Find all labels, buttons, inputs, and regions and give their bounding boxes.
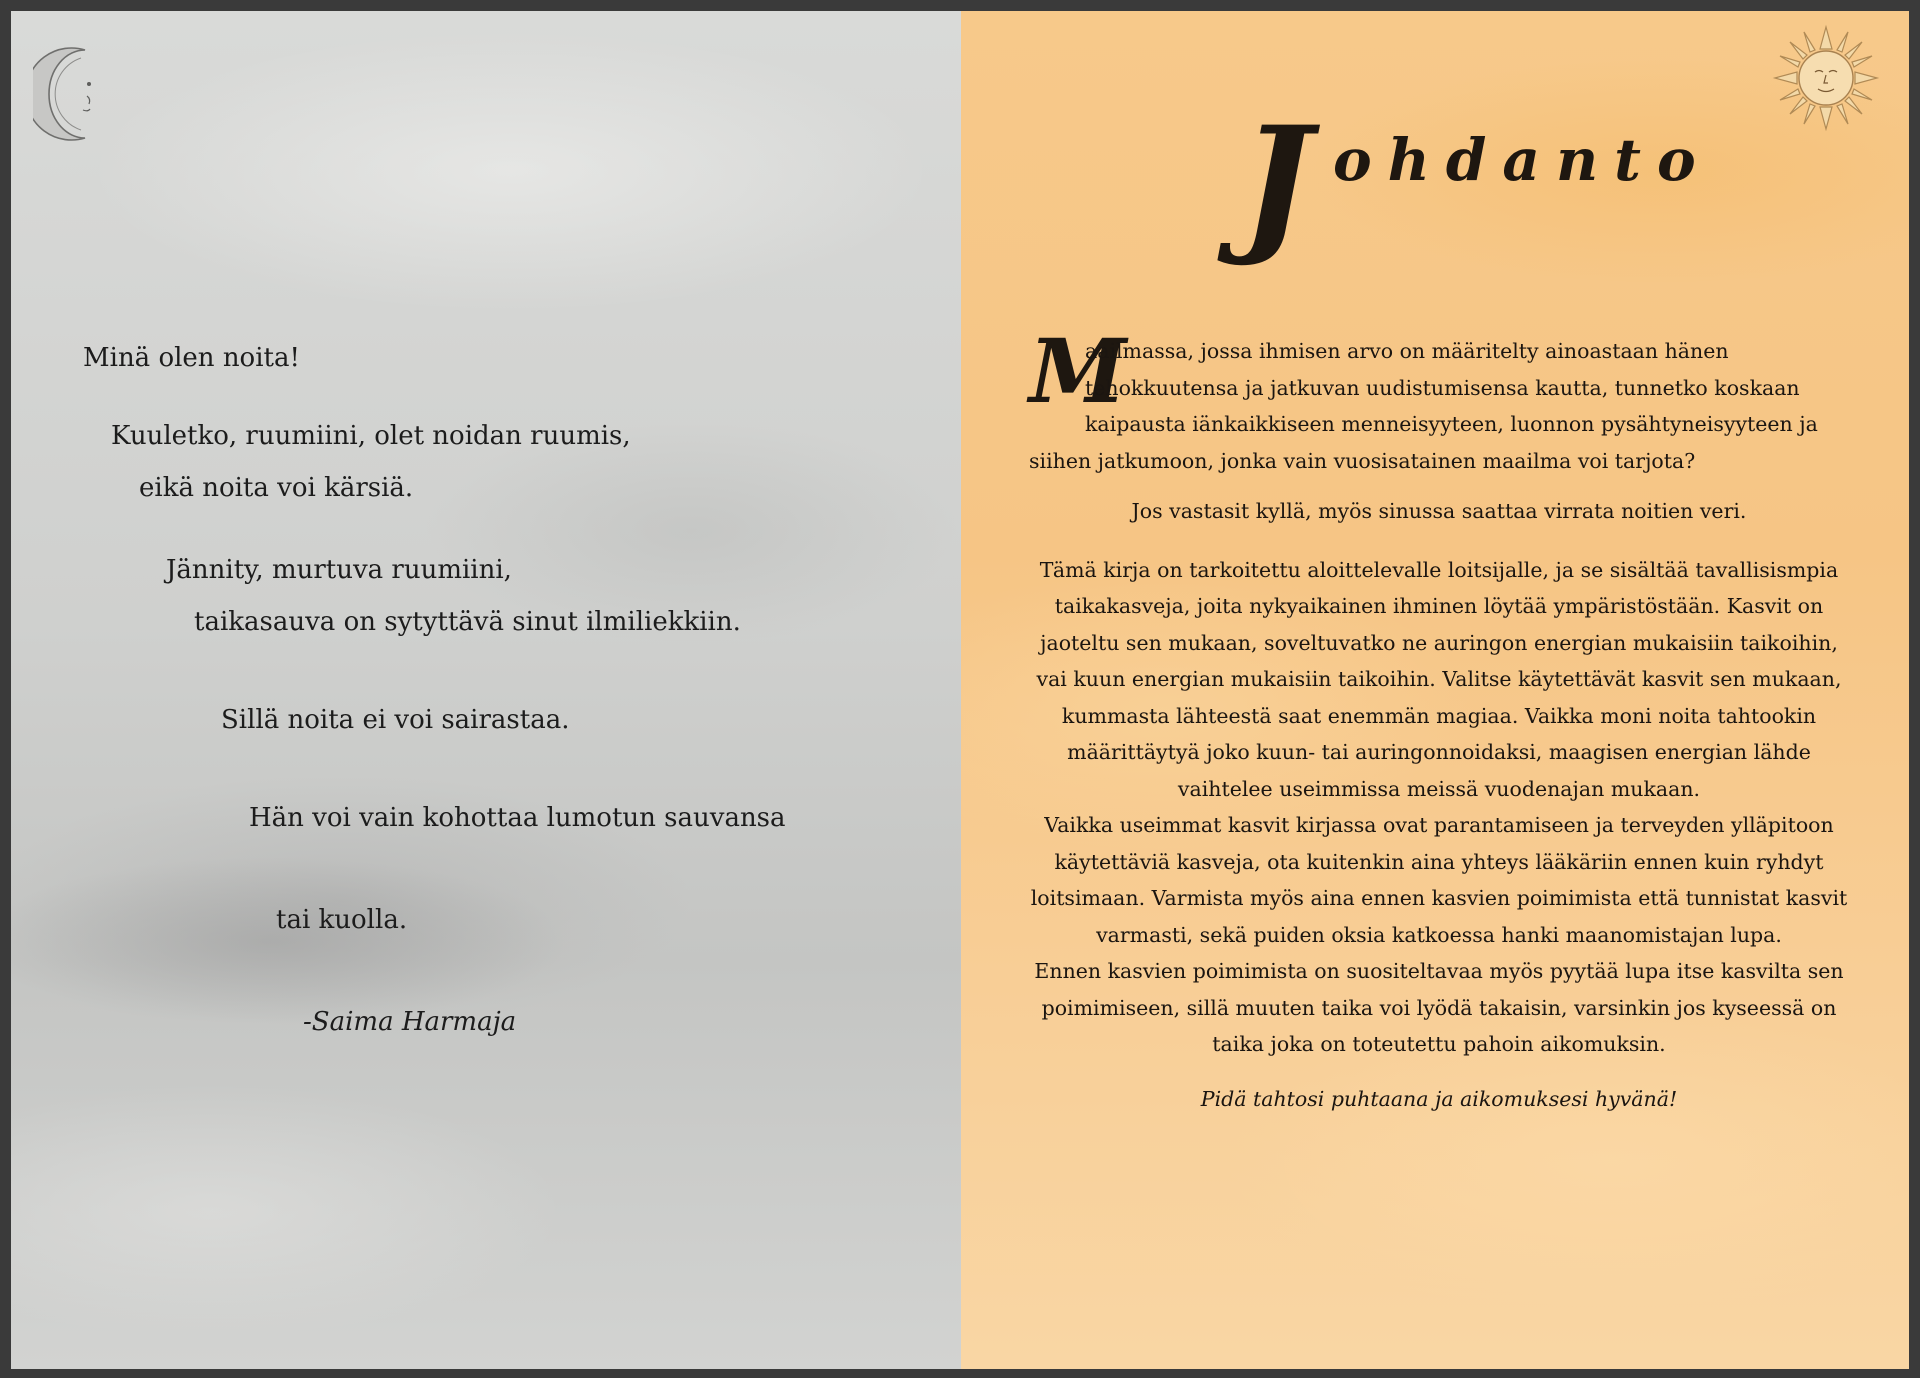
paragraph-2: Vaikka useimmat kasvit kirjassa ovat parantamiseen ja terveyden ylläpitoon käytettäviä kasveja, ota kuitenkin aina yhteys lääkäriin ennen kuin ryhdyt loitsimaan. Varmista myös aina ennen kasvien poimimista että tunnistat kasvit varmasti, sekä puiden oksia katkoessa hanki maanomistajan lupa. [1030,813,1848,947]
poem-author: -Saima Harmaja [303,1007,517,1037]
poem-line-2: Kuuletko, ruumiini, olet noidan ruumis, [111,421,631,451]
sun-face-icon [1771,23,1881,133]
drop-cap: M [1029,319,1127,423]
paragraph-3: Ennen kasvien poimimista on suositeltavaa myös pyytää lupa itse kasvilta sen poimimiseen, sillä muuten taika voi lyödä takaisin, varsinkin jos kyseessä on taika joka on toteutettu pahoin aikomuksin. [1034,959,1844,1056]
intro-text: aailmassa, jossa ihmisen arvo on määritelty ainoastaan hänen tehokkuutensa ja jatkuvan uudistumisensa kautta, tunnetko koskaan kaipausta iänkaikkiseen menneisyyteen, luonnon pysähtyneisyyteen ja siihen jatkumoon, jonka vain vuosisatainen maailma voi tarjota? [1029,339,1818,473]
book-spread [11,11,1909,1369]
closing-line: Pidä tahtosi puhtaana ja aikomuksesi hyvänä! [1200,1086,1678,1111]
intro-paragraph [1029,319,1849,479]
poem-line-6: Sillä noita ei voi sairastaa. [221,705,570,735]
crescent-moon-icon [33,44,109,144]
question-line: Jos vastasit kyllä, myös sinussa saattaa virrata noitien veri. [1131,499,1747,523]
poem-line-7: Hän voi vain kohottaa lumotun sauvansa [249,803,786,833]
intro-body [1029,319,1849,1117]
chapter-title [1241,94,1712,270]
title-rest: ohdanto [1333,126,1712,194]
paragraph-1: Tämä kirja on tarkoitettu aloittelevalle loitsijalle, ja se sisältää tavallisismpia taikakasveja, joita nykyaikainen ihminen löytää ympäristöstään. Kasvit on jaoteltu sen mukaan, soveltuvatko ne auringon energian mukaisiin taikoihin, vai kuun energian mukaisiin taikoihin. Valitse käytettävät kasvit sen mukaan, kummasta lähteestä saat enemmän magiaa. Vaikka moni noita tahtookin määrittäytyä joko kuun- tai auringonnoidaksi, maagisen energian lähde vaihtelee useimmissa meissä vuodenajan mukaan. [1036,557,1842,801]
title-initial: J [1241,94,1312,270]
poem-line-1: Minä olen noita! [83,343,300,373]
poem-line-8: tai kuolla. [276,905,408,935]
right-page [961,11,1909,1369]
left-page [11,11,961,1369]
poem-line-5: taikasauva on sytyttävä sinut ilmiliekkiin. [194,607,741,637]
poem-line-3: eikä noita voi kärsiä. [139,473,414,503]
poem-line-4: Jännity, murtuva ruumiini, [166,555,512,585]
